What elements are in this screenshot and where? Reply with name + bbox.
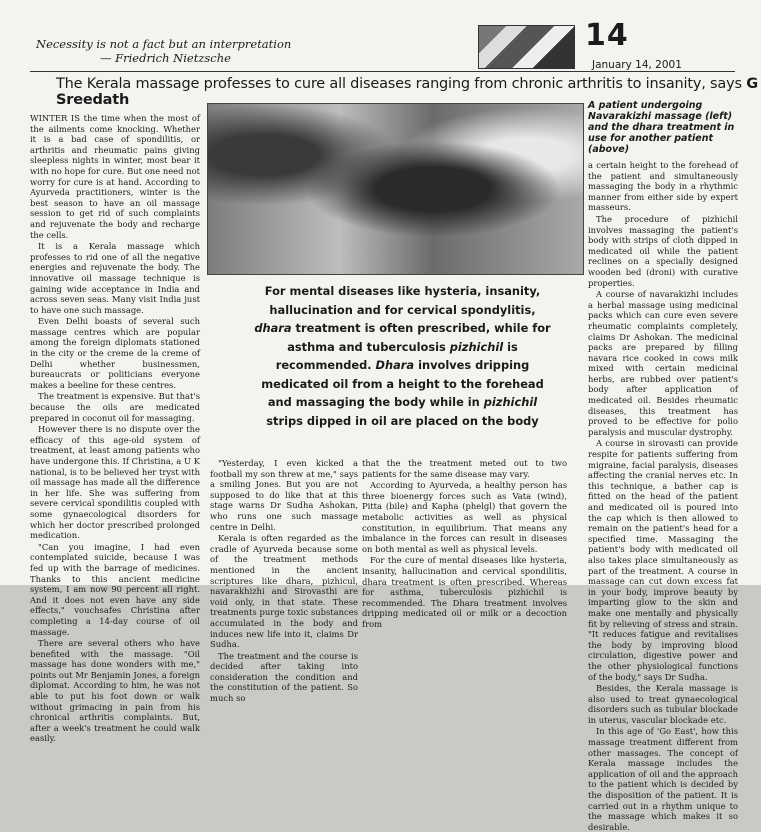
article-column-1 [30,113,200,744]
header-rule [30,71,735,72]
article-paragraph: Besides, the Kerala massage is also used to treat gynaecological disorders such as tubular blockade in uterus, vascular blockade etc. [588,683,738,725]
article-paragraph: The treatment and the course is decided after taking into consideration the condition and the constitution of the patient. So much so [210,650,358,704]
pull-quote-term: Dhara [375,358,415,372]
article-column-3 [362,458,567,629]
article-paragraph: WINTER IS the time when the most of the ailments come knocking. Whether it is a bad case of spondilitis, or arthritis and rheumatic pains giving sleepless nights in winter, most bear it with no hope for cure. But one need not worry for cure is at hand. According to Ayurveda practitioners, winter is the best season to have an oil massage session to get rid of such complaints and rejuvenate the body and recharge the cells. [30,113,200,240]
article-paragraph: "Yesterday, I even kicked a football my son threw at me," says a smiling Jones. But you are not supposed to do like that at this stage warns Dr Sudha Ashokan, who runs one such massage centre in Delhi. [210,458,358,532]
pull-quote-term: dhara [254,321,292,335]
article-paragraph: a certain height to the forehead of the patient and simultaneously massaging the body in a rhythmic manner from either side by expert masseurs. [588,160,738,213]
article-paragraph: Even Delhi boasts of several such massage centres which are popular among the foreign diplomats stationed in the city or the creme de la creme of Delhi whether businessmen, bureaucrats or politicians everyone makes a beeline for these centres. [30,316,200,390]
pull-quote-text: treatment is often prescribed, while for asthma and tuberculosis [287,321,551,354]
pull-quote-term: pizhichil [483,395,538,409]
headline-text: The Kerala massage professes to cure all diseases ranging from chronic arthritis to insanity, says [56,76,742,92]
article-paragraph: The treatment is expensive. But that's because the oils are medicated prepared in coconut oil for massaging. [30,391,200,423]
article-column-4 [588,160,738,832]
article-column-2 [210,458,358,704]
pull-quote-text: strips dipped in oil are placed on the body [266,413,539,428]
article-paragraph: The procedure of pizhichil involves massaging the patient's body with strips of cloth dipped in medicated oil while the patient reclines on a specially designed wooden bed (droni) with curative properties. [588,213,738,288]
article-paragraph: It is a Kerala massage which professes to rid one of all the negative energies and rejuvenate the body. The innovative oil massage technique is gaining wide acceptance in India and across seven seas. Many visit India just to have one such massage. [30,241,200,315]
pull-quote-text: For mental diseases like hysteria, insanity, hallucination and for cervical spondylitis, [264,284,541,317]
byline: G Sreedath [56,76,758,108]
article-paragraph: Kerala is often regarded as the cradle of Ayurveda because some of the treatment methods mentioned in the ancient scriptures like dhara, pizhicul, navarakhizhi and Sirovasthi are void only, in that state. These treatments purge toxic substances accumulated in the body and induces new life into it, claims Dr Sudha. [210,533,358,650]
article-paragraph: For the cure of mental diseases like hysteria, insanity, hallucination and cervical spondilitis, dhara treatment is often prescribed. Whereas for asthma, tuberculosis pizhichil is recommended. The Dhara treatment involves dripping medicated oil or milk or a decoction from [362,555,567,629]
pull-quote [250,282,555,430]
section-logo-image [478,25,575,69]
article-paragraph: There are several others who have benefited with the massage. "Oil massage has done wonders with me," points out Mr Benjamin Jones, a foreign diplomat. According to him, he was not able to put his foot down or walk without grimacing in pain from his chronical arthritis complaints. But, after a week's treatment he could walk easily. [30,638,200,744]
article-paragraph: In this age of 'Go East', how this massage treatment different from other massages. The concept of Kerala massage includes the application of oil and the approach to the patient which is decided by the disposition of the patient. It is carried out in a rhythm unique to the massage which makes it so desirable. [588,726,738,832]
epigraph-quote: Necessity is not a fact but an interpretation [36,37,292,51]
page-number: 14 [585,18,629,53]
article-paragraph: According to Ayurveda, a healthy person has three bioenergy forces such as Vata (wind), Pitta (bile) and Kapha (phelgl) that govern the metabolic activities as well as physical constitution, in equilibrium. That means any imbalance in the forces can result in diseases on both mental as well as physical levels. [362,480,567,554]
pull-quote-text: involves dripping medicated oil from a height to the forehead and massaging the body while in [261,358,544,409]
article-paragraph: However there is no dispute over the efficacy of this age-old system of treatment, at least among patients who have undergone this. If Christina, a U K national, is to be believed her tryst with oil massage has made all the difference in her life. She was suffering from severe cervical spondilitis coupled with some gynaecological disorders for which her doctor prescribed prolonged medication. [30,424,200,541]
article-paragraph: A course in sirovasti can provide respite for patients suffering from migraine, facial paralysis, diseases affecting the cranial nerves etc. In this technique, a bather cap is fitted on the head of the patient and medicated oil is poured into the cap which is then allowed to remain on the patient's head for a specified time. Massaging the patient's body with medicated oil also takes place simultaneously as part of the treatment. A course in massage can cut down excess fat in your body, improve beauty by imparting glow to the skin and make one mentally and physically fit by relieving of stress and strain. "It reduces fatigue and revitalises the body by improving blood circulation, digestive power and the other physiological functions of the body," says Dr Sudha. [588,438,738,682]
article-paragraph: "Can you imagine, I had even contemplated suicide, because I was fed up with the barrage of medicines. Thanks to this ancient medicine system, I am now 90 percent all right. And it does not even have any side effects," vouchsafes Christina after completing a 14-day course of oil massage. [30,541,200,637]
epigraph [36,37,291,65]
pull-quote-text: is recommended. [275,339,518,372]
photo-caption: A patient undergoing Navarakizhi massage (left) and the dhara treatment in use for another patient (above) [588,100,735,155]
massage-photo [207,103,584,275]
issue-date: January 14, 2001 [592,59,682,71]
article-paragraph: A course of navarakizhi includes a herbal massage using medicinal packs which can cure even severe rheumatic complaints completely, claims Dr Ashokan. The medicinal packs are prepared by filling navara rice cooked in cows milk mixed with certain medicinal herbs, are rubbed over patient's body after application of medicated oil. Besides rheumatic diseases, this treatment has proved to be effective for polio paralysis and muscular dystrophy. [588,289,738,437]
epigraph-author: — Friedrich Nietzsche [100,51,231,65]
pull-quote-term: pizhichil [449,339,504,354]
article-paragraph: that the the treatment meted out to two patients for the same disease may vary. [362,458,567,479]
